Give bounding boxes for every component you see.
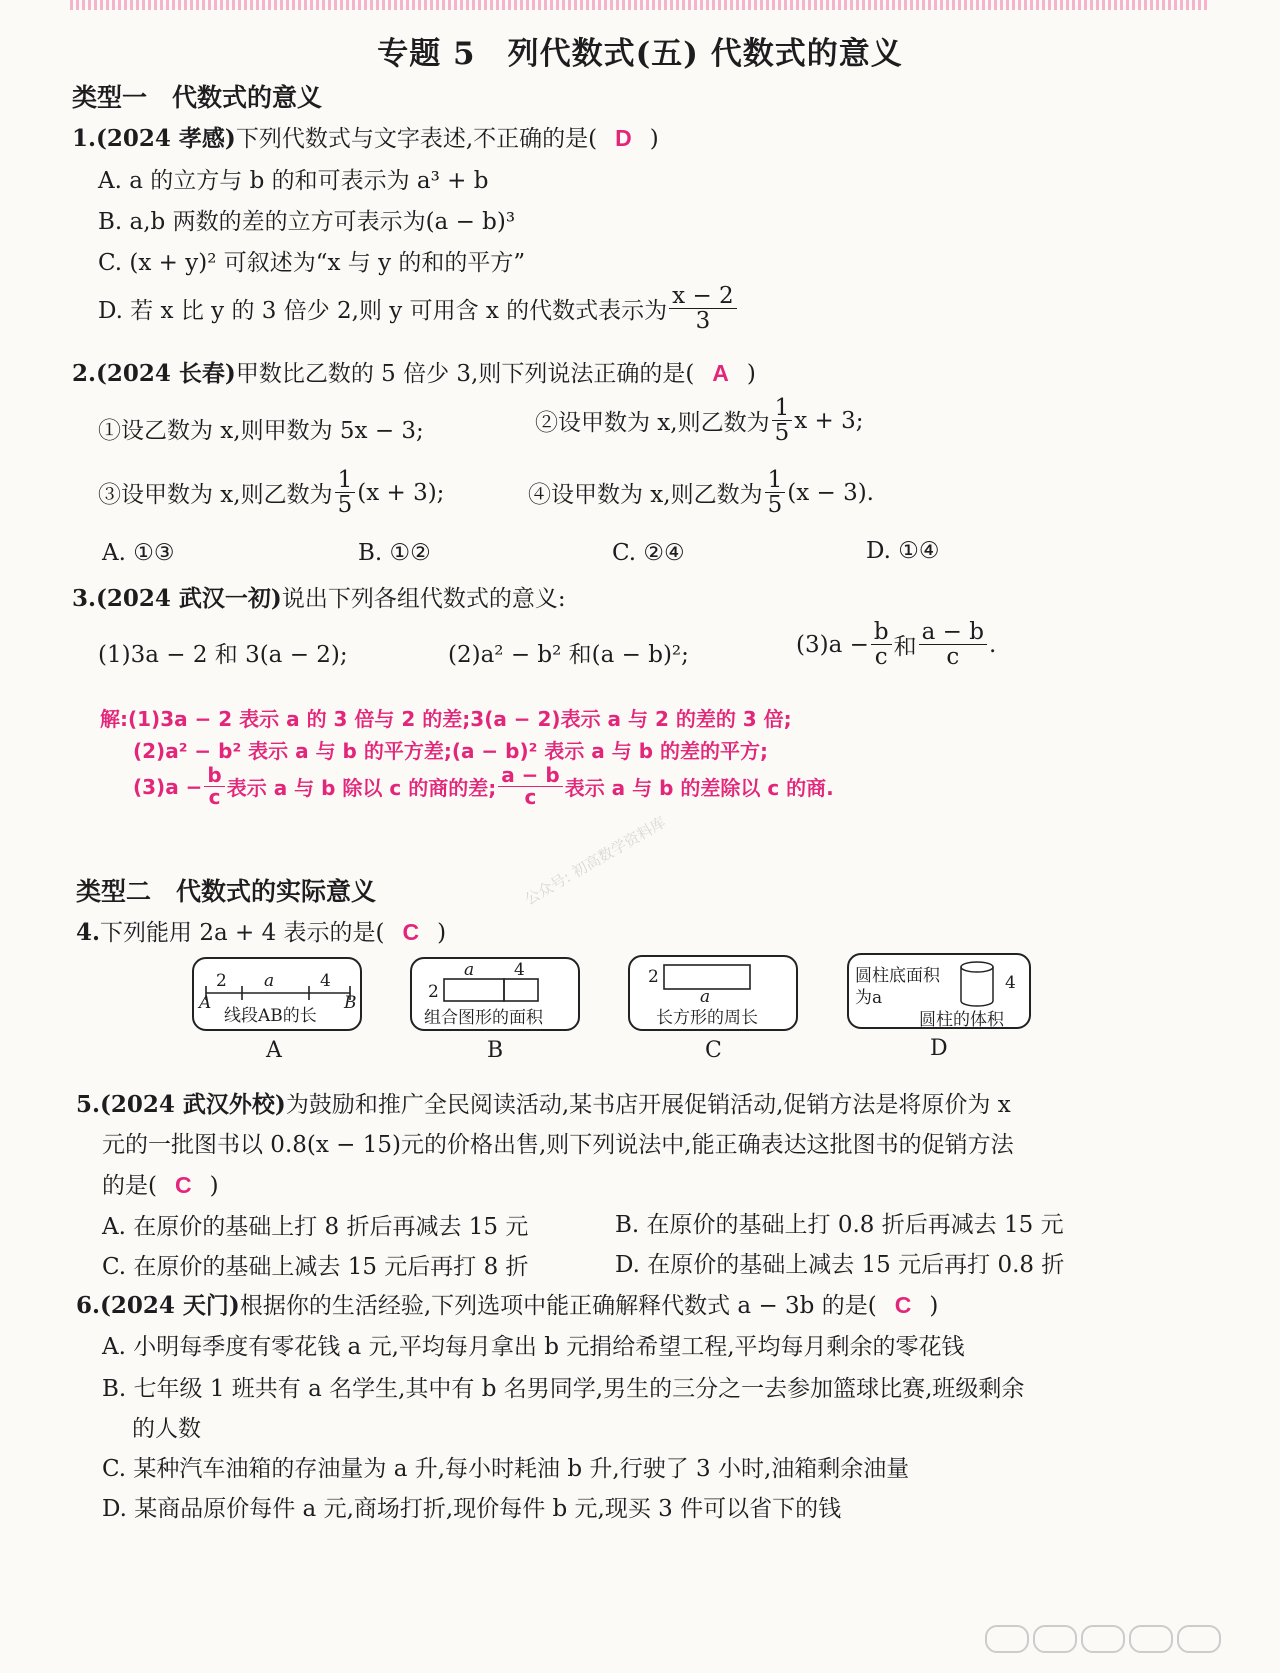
solution-line-1: 解:(1)3a − 2 表示 a 的 3 倍与 2 的差;3(a − 2)表示 a 与 2 的差的 3 倍; bbox=[100, 707, 792, 731]
segment-label: 2 bbox=[216, 971, 227, 991]
toolbar-icon bbox=[1129, 1625, 1173, 1653]
answer-mark: A bbox=[712, 360, 729, 386]
page-title: 专题 5 列代数式(五) 代数式的意义 bbox=[377, 36, 903, 72]
question-text: 为鼓励和推广全民阅读活动,某书店开展促销活动,促销方法是将原价为 x bbox=[285, 1092, 1011, 1118]
figure-note: 圆柱底面积 bbox=[855, 966, 940, 986]
figure-d-label: D bbox=[930, 1036, 948, 1061]
question-text: 甲数比乙数的 5 倍少 3,则下列说法正确的是( bbox=[235, 361, 695, 387]
question-3-stem bbox=[72, 580, 566, 613]
option-b: B. ①② bbox=[358, 540, 431, 566]
answer-mark: C bbox=[894, 1292, 912, 1318]
question-number: 4. bbox=[76, 919, 101, 946]
question-4-stem bbox=[76, 914, 446, 947]
part-text: 和 bbox=[893, 634, 917, 661]
option-b: B. 在原价的基础上打 0.8 折后再减去 15 元 bbox=[615, 1212, 1064, 1238]
side-label: 2 bbox=[648, 967, 659, 987]
solution-text: 表示 a 与 b 除以 c 的商的差; bbox=[226, 776, 497, 800]
option-b-line-1: B. 七年级 1 班共有 a 名学生,其中有 b 名男同学,男生的三分之一去参加篮球比赛,班级剩余 bbox=[102, 1376, 1025, 1402]
figure-a-box bbox=[192, 957, 362, 1031]
fraction-denominator: 5 bbox=[337, 492, 353, 519]
point-label: A bbox=[199, 993, 212, 1013]
question-number: 3. bbox=[72, 585, 97, 612]
option-d: D. 某商品原价每件 a 元,商场打折,现价每件 b 元,现买 3 件可以省下的钱 bbox=[102, 1496, 842, 1522]
point-label: B bbox=[344, 993, 357, 1013]
fraction-numerator: 1 bbox=[765, 468, 786, 493]
fraction bbox=[772, 396, 793, 445]
figure-c-box bbox=[628, 955, 798, 1031]
fraction-denominator: 5 bbox=[774, 420, 790, 447]
part-3 bbox=[796, 620, 996, 669]
question-number: 1. bbox=[72, 125, 97, 152]
part-text: . bbox=[988, 631, 997, 658]
answer-mark: C bbox=[402, 919, 420, 945]
question-text: 下列能用 2a + 4 表示的是( bbox=[100, 920, 385, 946]
question-source: (2024 孝感) bbox=[96, 125, 236, 152]
fraction bbox=[871, 620, 892, 669]
bottom-toolbar-icons bbox=[985, 1625, 1255, 1655]
question-5-line-3 bbox=[102, 1167, 219, 1200]
statement-text: ②设甲数为 x,则乙数为 bbox=[535, 410, 770, 437]
option-a: A. a 的立方与 b 的和可表示为 a³ + b bbox=[98, 168, 489, 194]
solution-line-3 bbox=[133, 765, 834, 808]
segment-label: 4 bbox=[320, 971, 331, 991]
fraction bbox=[765, 468, 786, 517]
watermark: 公众号: 初高数学资料库 bbox=[521, 813, 669, 909]
figure-b-label: B bbox=[487, 1038, 504, 1063]
toolbar-icon bbox=[1177, 1625, 1221, 1653]
paren-close: ) bbox=[209, 1173, 219, 1199]
figure-c-label: C bbox=[705, 1038, 722, 1063]
statement-text: x + 3; bbox=[794, 407, 864, 434]
question-source: (2024 长春) bbox=[96, 360, 236, 387]
fraction-numerator: b bbox=[204, 765, 224, 787]
fraction-numerator: b bbox=[871, 620, 892, 645]
part-text: (3)a − bbox=[796, 631, 869, 658]
statement-text: (x + 3); bbox=[357, 479, 445, 506]
question-source: (2024 武汉外校) bbox=[100, 1091, 286, 1118]
question-source: (2024 天门) bbox=[100, 1292, 240, 1319]
question-text: 根据你的生活经验,下列选项中能正确解释代数式 a − 3b 的是( bbox=[239, 1293, 877, 1319]
height-label: 4 bbox=[1005, 973, 1016, 993]
paren-close: ) bbox=[437, 920, 447, 946]
option-a: A. 小明每季度有零花钱 a 元,平均每月拿出 b 元捐给希望工程,平均每月剩余的零花钱 bbox=[102, 1334, 965, 1360]
question-text: 的是( bbox=[102, 1173, 157, 1199]
fraction-numerator: a − b bbox=[919, 620, 987, 645]
answer-mark: C bbox=[174, 1172, 192, 1198]
fraction-numerator: 1 bbox=[335, 468, 356, 493]
statement-text: ④设甲数为 x,则乙数为 bbox=[528, 482, 763, 509]
question-number: 5. bbox=[76, 1091, 101, 1118]
side-label: a bbox=[464, 960, 475, 980]
statement-text: (x − 3). bbox=[787, 479, 874, 506]
figure-caption: 长方形的周长 bbox=[656, 1008, 758, 1028]
figure-caption: 圆柱的体积 bbox=[919, 1010, 1004, 1030]
figure-caption: 组合图形的面积 bbox=[424, 1008, 543, 1028]
fraction-numerator: 1 bbox=[772, 396, 793, 421]
option-c: C. 在原价的基础上减去 15 元后再打 8 折 bbox=[102, 1254, 529, 1280]
solution-text: 表示 a 与 b 的差除以 c 的商. bbox=[564, 776, 834, 800]
toolbar-icon bbox=[1081, 1625, 1125, 1653]
answer-mark: D bbox=[615, 125, 632, 151]
statement-4 bbox=[528, 468, 874, 517]
fraction bbox=[335, 468, 356, 517]
figure-caption: 线段AB的长 bbox=[224, 1006, 317, 1026]
figure-d-box bbox=[847, 953, 1031, 1029]
fraction bbox=[498, 765, 563, 808]
question-number: 6. bbox=[76, 1292, 101, 1319]
question-text: 下列代数式与文字表述,不正确的是( bbox=[235, 126, 598, 152]
paren-close: ) bbox=[649, 126, 659, 152]
option-a: A. ①③ bbox=[102, 540, 175, 566]
statement-2 bbox=[535, 396, 863, 445]
fraction-denominator: c bbox=[208, 785, 221, 809]
part-2: (2)a² − b² 和(a − b)²; bbox=[448, 642, 689, 668]
section-heading-1: 类型一 代数式的意义 bbox=[72, 83, 323, 112]
solution-line-2: (2)a² − b² 表示 a 与 b 的平方差;(a − b)² 表示 a 与 b 的差的平方; bbox=[133, 739, 768, 763]
figure-note: 为a bbox=[855, 988, 883, 1008]
segment-label: a bbox=[264, 971, 275, 991]
top-decoration-band bbox=[70, 0, 1210, 10]
option-c: C. 某种汽车油箱的存油量为 a 升,每小时耗油 b 升,行驶了 3 小时,油箱剩余油量 bbox=[102, 1456, 910, 1482]
option-b: B. a,b 两数的差的立方可表示为(a − b)³ bbox=[98, 209, 516, 235]
question-1-stem bbox=[72, 120, 659, 153]
side-label: 4 bbox=[514, 960, 525, 980]
option-d-text: D. 若 x 比 y 的 3 倍少 2,则 y 可用含 x 的代数式表示为 bbox=[98, 298, 668, 325]
figure-a-label: A bbox=[266, 1038, 282, 1063]
toolbar-icon bbox=[985, 1625, 1029, 1653]
paren-close: ) bbox=[746, 361, 756, 387]
option-d bbox=[98, 284, 739, 333]
part-1: (1)3a − 2 和 3(a − 2); bbox=[98, 642, 348, 668]
question-6-stem bbox=[76, 1287, 938, 1320]
fraction-denominator: c bbox=[946, 644, 960, 671]
question-5-line-1 bbox=[76, 1086, 1011, 1119]
question-text: 说出下列各组代数式的意义: bbox=[281, 586, 566, 612]
fraction bbox=[669, 284, 737, 333]
statement-1: ①设乙数为 x,则甲数为 5x − 3; bbox=[98, 418, 424, 444]
figure-b-box bbox=[410, 957, 580, 1031]
option-c: C. (x + y)² 可叙述为“x 与 y 的和的平方” bbox=[98, 250, 526, 276]
statement-3 bbox=[98, 468, 444, 517]
fraction-numerator: a − b bbox=[498, 765, 563, 787]
fraction-denominator: 3 bbox=[695, 308, 711, 335]
paren-close: ) bbox=[929, 1293, 939, 1319]
side-label: 2 bbox=[428, 982, 439, 1002]
fraction-denominator: c bbox=[874, 644, 888, 671]
fraction bbox=[204, 765, 224, 808]
question-5-line-2: 元的一批图书以 0.8(x − 15)元的价格出售,则下列说法中,能正确表达这批图书的促销方法 bbox=[102, 1132, 1014, 1158]
solution-text: (3)a − bbox=[133, 774, 203, 799]
section-heading-2: 类型二 代数式的实际意义 bbox=[76, 877, 377, 906]
fraction-denominator: 5 bbox=[767, 492, 783, 519]
option-c: C. ②④ bbox=[612, 540, 685, 566]
option-d: D. ①④ bbox=[866, 538, 940, 564]
option-a: A. 在原价的基础上打 8 折后再减去 15 元 bbox=[102, 1214, 529, 1240]
fraction-numerator: x − 2 bbox=[669, 284, 737, 309]
question-number: 2. bbox=[72, 360, 97, 387]
option-d: D. 在原价的基础上减去 15 元后再打 0.8 折 bbox=[615, 1252, 1065, 1278]
fraction-denominator: c bbox=[524, 785, 537, 809]
side-label: a bbox=[700, 987, 711, 1007]
statement-text: ③设甲数为 x,则乙数为 bbox=[98, 482, 333, 509]
option-b-line-2: 的人数 bbox=[132, 1416, 201, 1442]
fraction bbox=[919, 620, 987, 669]
question-source: (2024 武汉一初) bbox=[96, 585, 282, 612]
toolbar-icon bbox=[1033, 1625, 1077, 1653]
question-2-stem bbox=[72, 355, 756, 388]
